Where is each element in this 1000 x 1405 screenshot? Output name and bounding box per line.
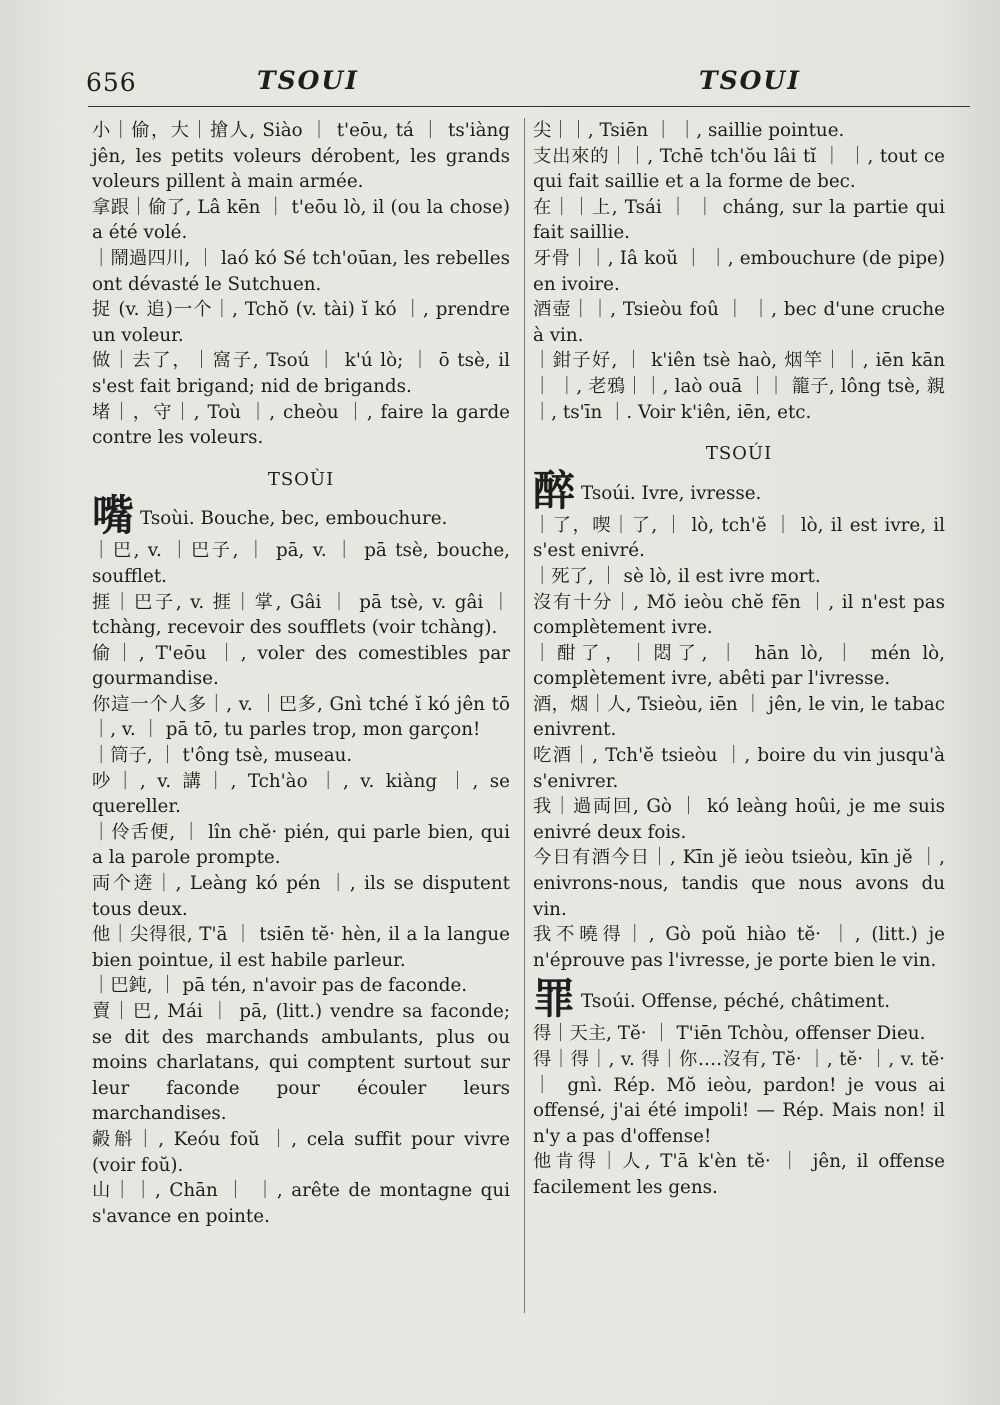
sub-entry: ｜巴鈍, ｜ pā tén, n'avoir pas de faconde. [92,975,468,997]
main-entry [533,465,945,515]
left-column [92,118,510,1229]
sub-entry: 酒，烟｜人, Tsieòu, iēn ｜ jên, le vin, le tabac enivrent. [533,693,945,741]
column-divider [524,118,525,1313]
sub-entry: 得｜得｜, v. 得｜你….沒有, Tĕ· ｜, tĕ· ｜, v. tĕ· ｜ gnì. Rép. Mŏ ieòu, pardon! je vous ai offensé, j'ai été impoli! — Rép. Mais non! il n'y a pas d'offense! [533,1049,945,1147]
entry: 堵｜，守｜, Toù ｜, cheòu ｜, faire la garde contre les voleurs. [92,401,510,449]
section-title: TSOÚI [705,443,773,465]
header-rule [88,106,970,107]
headword-character: 嘴 [92,491,135,541]
sub-entry: 他肯得｜人, T'ā k'èn tĕ· ｜ jên, il offense facilement les gens. [533,1151,945,1198]
sub-entry: 偷｜, T'eōu ｜, voler des comestibles par gourmandise. [92,642,510,690]
sub-entry: 得｜天主, Tĕ· ｜ T'iēn Tchòu, offenser Dieu. [533,1023,926,1045]
entry: 在｜｜上, Tsái ｜ ｜ cháng, sur la partie qui fait saillie. [533,196,945,244]
entry: 牙骨｜｜, Iâ koŭ ｜ ｜, embouchure (de pipe) en ivoire. [533,247,945,295]
main-entry [533,974,945,1024]
sub-entry: 他｜尖得很, T'ā ｜ tsiēn tĕ· hèn, il a la langue bien pointue, il est habile parleur. [92,924,510,971]
sub-entry: 今日有酒今日｜, Kīn jĕ ieòu tsieòu, kīn jĕ ｜, enivrons-nous, tandis que nous avons du vin. [533,847,945,920]
sub-entry: 吃酒｜, Tch'ĕ tsieòu ｜, boire du vin jusqu'à s'enivrer. [533,745,945,792]
entry: 小｜偷，大｜搶人, Siào ｜ t'eōu, tá ｜ ts'iàng jên, les petits voleurs dérobent, les grands voleurs pillent à main armée. [92,120,510,193]
running-head-left: TSOUI [257,66,359,95]
sub-entry: 山｜｜, Chān ｜ ｜, arête de montagne qui s'avance en pointe. [92,1180,510,1227]
sub-entry: ｜死了, ｜ sè lò, il est ivre mort. [533,565,821,587]
running-head-right: TSOUI [699,66,801,95]
entry: 拿跟｜偷了, Lâ kēn ｜ t'eōu lò, il (ou la chose) a été volé. [92,196,510,244]
entry: 捉 (v. 追)一个｜, Tchŏ (v. tài) ĭ kó ｜, prendre un voleur. [92,299,510,346]
entry: 做｜去了，｜窩子, Tsoú ｜ k'ú lò; ｜ ō tsè, il s'est fait brigand; nid de brigands. [92,350,510,397]
sub-entry: 我不曉得｜, Gò poŭ hiào tĕ· ｜, (litt.) je n'éprouve pas l'ivresse, je porte bien le vin. [533,924,945,971]
sub-entry: 我｜過両回, Gò ｜ kó leàng hoûi, je me suis enivré deux fois. [533,796,945,843]
sub-entry: ｜了，喫｜了, ｜ lò, tch'ĕ ｜ lò, il est ivre, il s'est enivré. [533,514,945,562]
headword-gloss: Tsoúi. Ivre, ivresse. [581,482,762,504]
entry: 酒壺｜｜, Tsieòu foû ｜ ｜, bec d'une cruche à vin. [533,299,945,346]
right-column [533,118,945,1201]
entry: 支出來的｜｜, Tchē tch'ŏu lâi tĭ ｜ ｜, tout ce qui fait saillie et a la forme de bec. [533,145,945,193]
headword-gloss: Tsoúi. Offense, péché, châtiment. [581,991,891,1013]
sub-entry: ｜酣了，｜悶了, ｜ hān lò, ｜ mén lò, complètement ivre, abêti par l'ivresse. [533,642,945,690]
sub-entry: 㲉斛｜, Keóu foŭ ｜, cela suffit pour vivre (voir foŭ). [92,1128,510,1176]
headword-character: 罪 [533,974,576,1024]
sub-entry: ｜巴, v. ｜巴子, ｜ pā, v. ｜ pā tsè, bouche, soufflet. [92,540,510,587]
sub-entry: 賣｜巴, Mái ｜ pā, (litt.) vendre sa faconde; se dit des marchands ambulants, plus ou moins charlatans, qui comptent surtout sur leur faconde pour écouler leurs marchandises. [92,1001,510,1125]
entry: ｜鉗子好, ｜ k'iên tsè haò, 烟竿｜｜, iēn kān ｜ ｜, 老鴉｜｜, laò ouā ｜｜ 籠子, lông tsè, 親｜, ts'īn ｜. Voir k'iên, iēn, etc. [533,350,945,423]
entry: ｜鬧過四川, ｜ laó kó Sé tch'oūan, les rebelles ont dévasté le Sutchuen. [92,247,510,295]
sub-entry: 捱｜巴子, v. 捱｜掌, Gâi ｜ pā tsè, v. gâi ｜ tchàng, recevoir des soufflets (voir tchàng). [92,591,510,639]
section-title: TSOÙI [267,468,335,490]
entry: 尖｜｜, Tsiēn ｜ ｜, saillie pointue. [533,120,845,141]
sub-entry: 沒有十分｜, Mŏ ieòu chĕ fēn ｜, il n'est pas complètement ivre. [533,591,945,639]
sub-entry: ｜筒子, ｜ t'ông tsè, museau. [92,745,353,767]
sub-entry: 你這一个人多｜, v. ｜巴多, Gnì tché ĭ kó jên tō ｜, v. ｜ pā tō, tu parles trop, mon garçon! [92,693,510,741]
sub-entry: 吵｜, v. 講｜, Tch'ào ｜, v. kiàng ｜, se quereller. [92,770,510,818]
sub-entry: ｜伶舌便, ｜ lîn chĕ· pién, qui parle bien, qui a la parole prompte. [92,821,510,869]
page-header [82,62,972,102]
headword-gloss: Tsoùi. Bouche, bec, embouchure. [140,508,448,530]
page-number: 656 [86,68,137,97]
main-entry [92,491,510,541]
sub-entry: 両个逩｜, Leàng kó pén ｜, ils se disputent tous deux. [92,873,510,920]
headword-character: 醉 [533,465,576,515]
